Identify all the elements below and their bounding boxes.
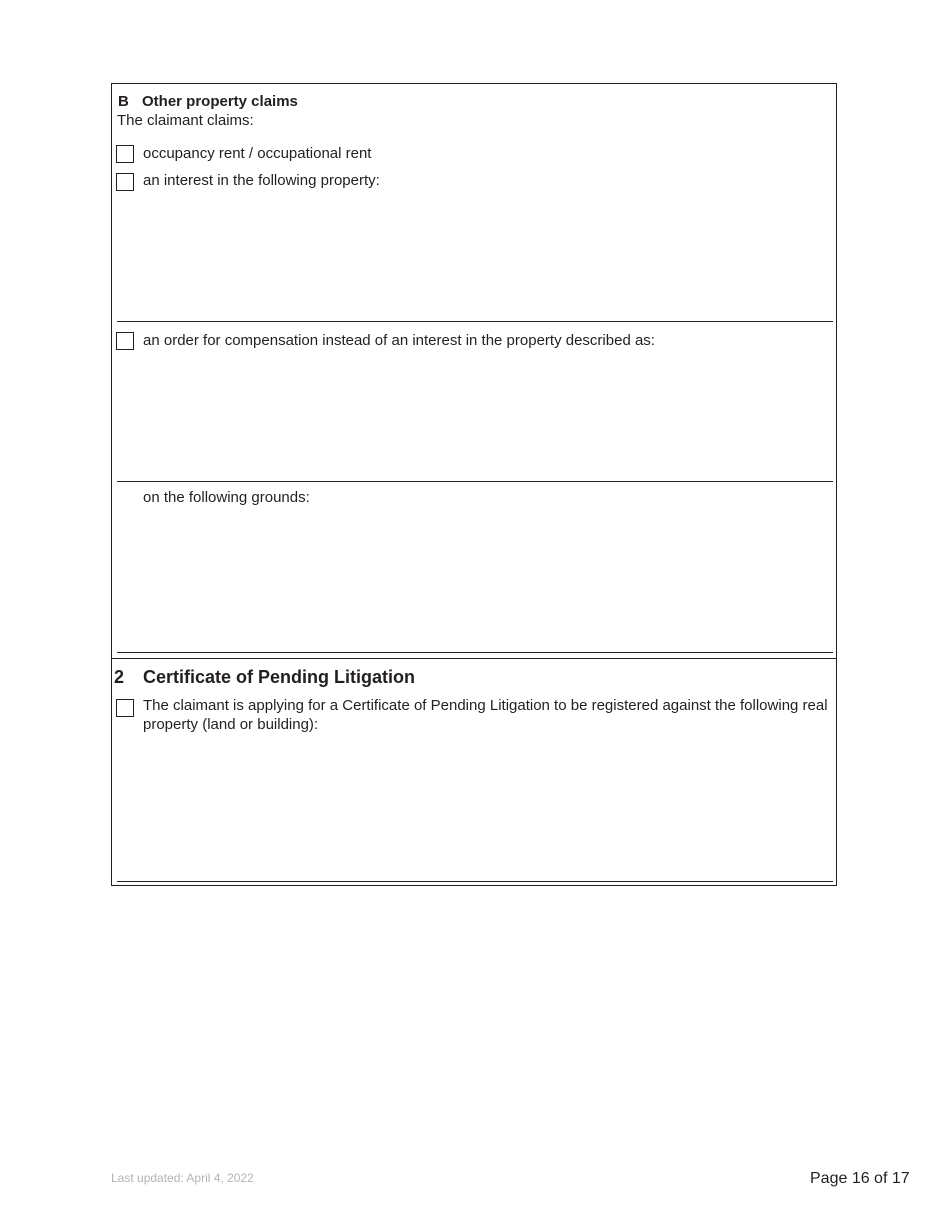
divider-rule [117, 652, 833, 653]
compensation-order-label: an order for compensation instead of an interest in the property described as: [143, 332, 655, 349]
section-divider [111, 658, 837, 659]
page-number: Page 16 of 17 [810, 1170, 910, 1187]
occupancy-rent-checkbox[interactable] [116, 145, 134, 163]
pending-litigation-label-line2: property (land or building): [143, 716, 319, 733]
section-2-title: Certificate of Pending Litigation [143, 667, 416, 687]
divider-rule [117, 321, 833, 322]
interest-property-checkbox[interactable] [116, 173, 134, 191]
pending-litigation-checkbox[interactable] [116, 699, 134, 717]
section-b-title: Other property claims [142, 93, 298, 110]
property-description-text-field[interactable] [142, 352, 832, 480]
grounds-label: on the following grounds: [143, 489, 310, 506]
compensation-order-checkbox[interactable] [116, 332, 134, 350]
pending-litigation-label-line1: The claimant is applying for a Certificate of Pending Litigation to be registered against the following real [143, 697, 828, 714]
occupancy-rent-label: occupancy rent / occupational rent [143, 145, 372, 162]
section-b-intro: The claimant claims: [117, 112, 254, 129]
real-property-text-field[interactable] [142, 738, 832, 880]
divider-rule [117, 481, 833, 482]
last-updated-text: Last updated: April 4, 2022 [111, 1171, 254, 1185]
interest-property-label: an interest in the following property: [143, 172, 380, 189]
grounds-text-field[interactable] [142, 509, 832, 651]
divider-rule [117, 881, 833, 882]
section-2-number: 2 [114, 667, 125, 687]
interest-property-text-field[interactable] [142, 192, 832, 320]
section-b-letter: B [118, 93, 129, 110]
